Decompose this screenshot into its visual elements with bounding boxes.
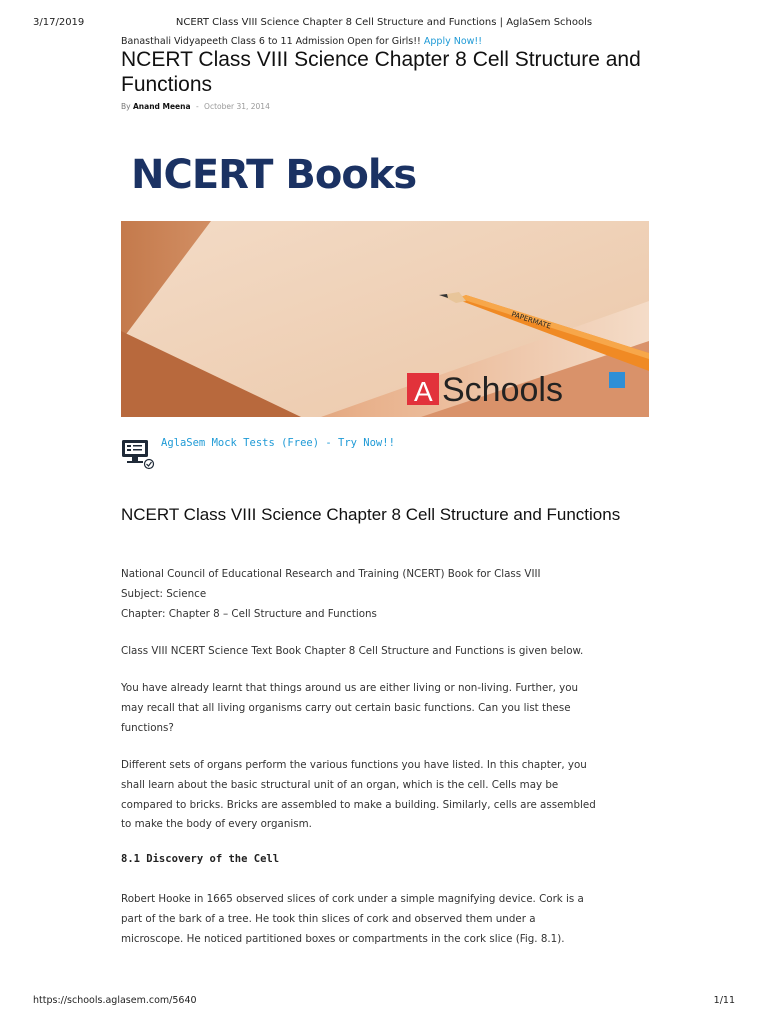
hero-heading: NCERT Books (131, 152, 417, 198)
hero-image (121, 128, 649, 417)
article-title: NCERT Class VIII Science Chapter 8 Cell Structure and Functions (121, 48, 641, 96)
paragraph-line: Different sets of organs perform the various functions you have listed. In this chapter, you (121, 759, 587, 771)
hero-photo-art (121, 221, 649, 417)
apply-now-link[interactable]: Apply Now!! (423, 36, 483, 47)
publish-date: October 31, 2014 (204, 102, 270, 111)
intro-paragraph (121, 642, 649, 662)
print-url: https://schools.aglasem.com/5640 (33, 995, 197, 1006)
paragraph-line: shall learn about the basic structural unit of an organ, which is the cell. Cells may be (121, 778, 559, 791)
paragraph-living-things (121, 679, 649, 738)
subheading-discovery: 8.1 Discovery of the Cell (121, 853, 280, 865)
paragraph-line: may recall that all living organisms carry out certain basic functions. Can you list these (121, 701, 571, 714)
paragraph-line: part of the bark of a tree. He took thin slices of cork and observed them under a (121, 912, 536, 925)
meta-line: National Council of Educational Research and Training (NCERT) Book for Class VIII (121, 568, 541, 580)
mock-test-row (121, 434, 649, 470)
hero-photo (121, 221, 649, 417)
meta-line: Subject: Science (121, 587, 207, 600)
promo-text: Banasthali Vidyapeeth Class 6 to 11 Admission Open for Girls!! (121, 36, 424, 47)
paragraph-line: to make the body of every organism. (121, 818, 312, 831)
print-date: 3/17/2019 (33, 17, 85, 28)
svg-text:A: A (414, 376, 433, 407)
paragraph-line: Class VIII NCERT Science Text Book Chapter 8 Cell Structure and Functions is given below. (121, 645, 584, 657)
byline-prefix: By (121, 102, 131, 111)
mock-tests-link[interactable]: AglaSem Mock Tests (Free) - Try Now!! (161, 437, 395, 449)
pencil-brand: PAPERMATE (510, 310, 552, 331)
print-page-number: 1/11 (713, 995, 735, 1006)
paragraph-line: You have already learnt that things around us are either living or non-living. Further, you (121, 682, 579, 694)
promo-banner (121, 36, 482, 47)
paragraph-line: microscope. He noticed partitioned boxes or compartments in the cork slice (Fig. 8.1). (121, 932, 565, 945)
byline (121, 102, 270, 111)
paragraph-line: Robert Hooke in 1665 observed slices of cork under a simple magnifying device. Cork is a (121, 893, 584, 905)
section-title: NCERT Class VIII Science Chapter 8 Cell Structure and Functions (121, 505, 621, 524)
paragraph-line: functions? (121, 721, 174, 734)
monitor-icon (121, 436, 155, 470)
meta-line: Chapter: Chapter 8 – Cell Structure and Functions (121, 607, 377, 620)
paragraph-line: compared to bricks. Bricks are assembled to make a building. Similarly, cells are assembled (121, 798, 596, 811)
hero-banner-top (121, 128, 649, 221)
logo-text: Schools (442, 371, 563, 409)
paragraph-organs (121, 756, 649, 835)
byline-separator: - (195, 102, 199, 111)
book-meta (121, 565, 649, 624)
paragraph-hooke (121, 890, 649, 949)
print-title: NCERT Class VIII Science Chapter 8 Cell Structure and Functions | AglaSem Schools (175, 17, 593, 28)
author-link[interactable]: Anand Meena (132, 102, 191, 111)
